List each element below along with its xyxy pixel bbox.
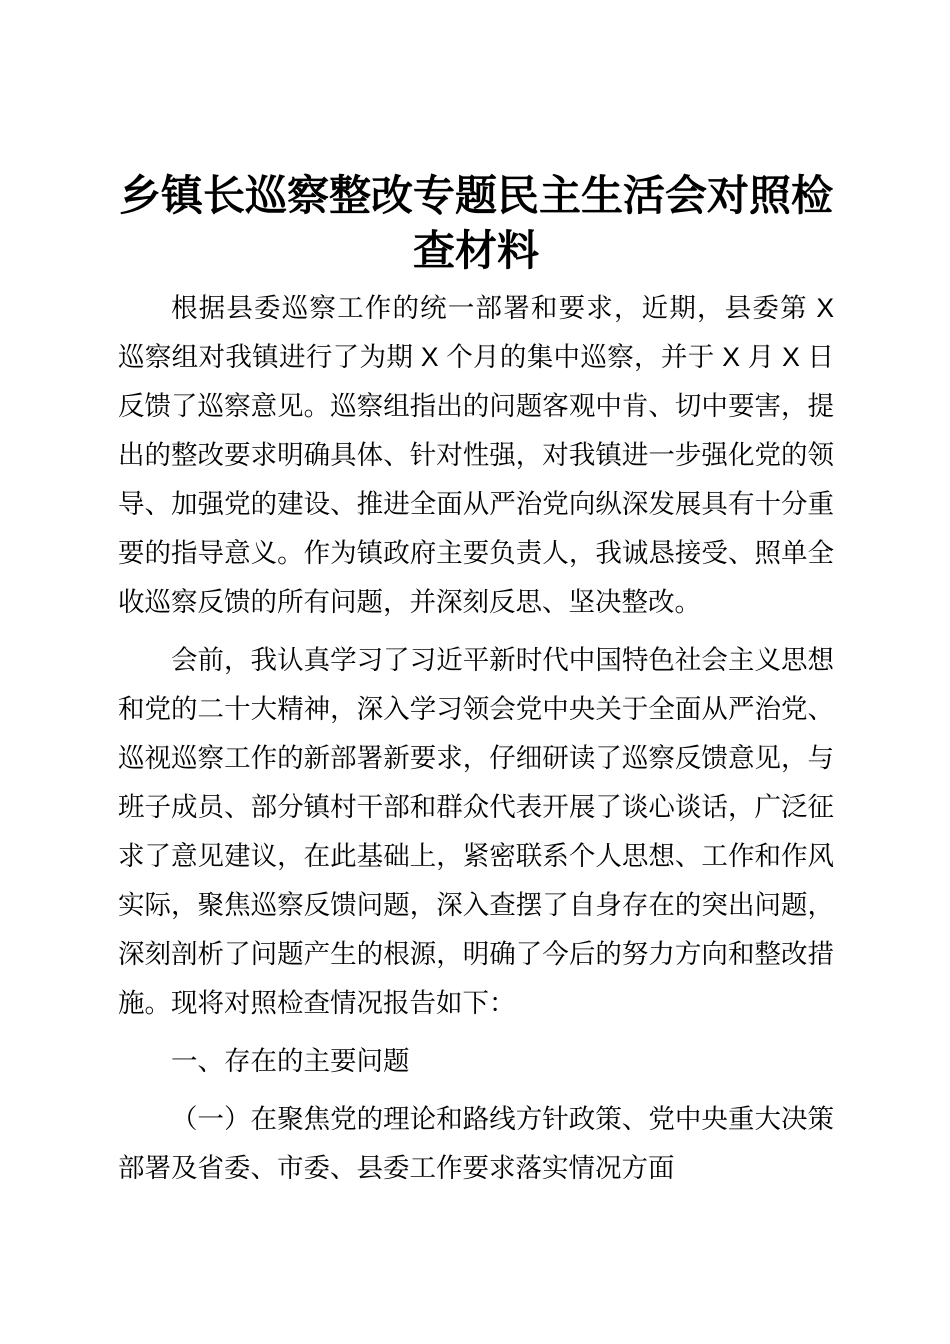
document-title: 乡镇长巡察整改专题民主生活会对照检查材料 <box>118 174 833 275</box>
section-heading-main-problems: 一、存在的主要问题 <box>171 1046 410 1076</box>
preparation-paragraph: 会前，我认真学习了习近平新时代中国特色社会主义思想和党的二十大精神，深入学习领会党中央关于全面从严治党、巡视巡察工作的新部署新要求，仔细研读了巡察反馈意见，与班子成员、部分镇村干部和群众代表开展了谈心谈话，广泛征求了意见建议，在此基础上，紧密联系个人思想、工作和作风实际，聚焦巡察反馈问题，深入查摆了自身存在的突出问题，深刻剖析了问题产生的根源，明确了今后的努力方向和整改措施。现将对照检查情况报告如下： <box>118 645 834 1018</box>
intro-paragraph: 根据县委巡察工作的统一部署和要求，近期，县委第 X 巡察组对我镇进行了为期 X 个月的集中巡察，并于 X 月 X 日反馈了巡察意见。巡察组指出的问题客观中肯、切中要害，提出的整改要求明确具体、针对性强，对我镇进一步强化党的领导、加强党的建设、推进全面从严治党向纵深发展具有十分重要的指导意义。作为镇政府主要负责人，我诚恳接受、照单全收巡察反馈的所有问题，并深刻反思、坚决整改。 <box>118 293 834 617</box>
subsection-heading-policy-implementation: （一）在聚焦党的理论和路线方针政策、党中央重大决策部署及省委、市委、县委工作要求落实情况方面 <box>118 1104 834 1183</box>
